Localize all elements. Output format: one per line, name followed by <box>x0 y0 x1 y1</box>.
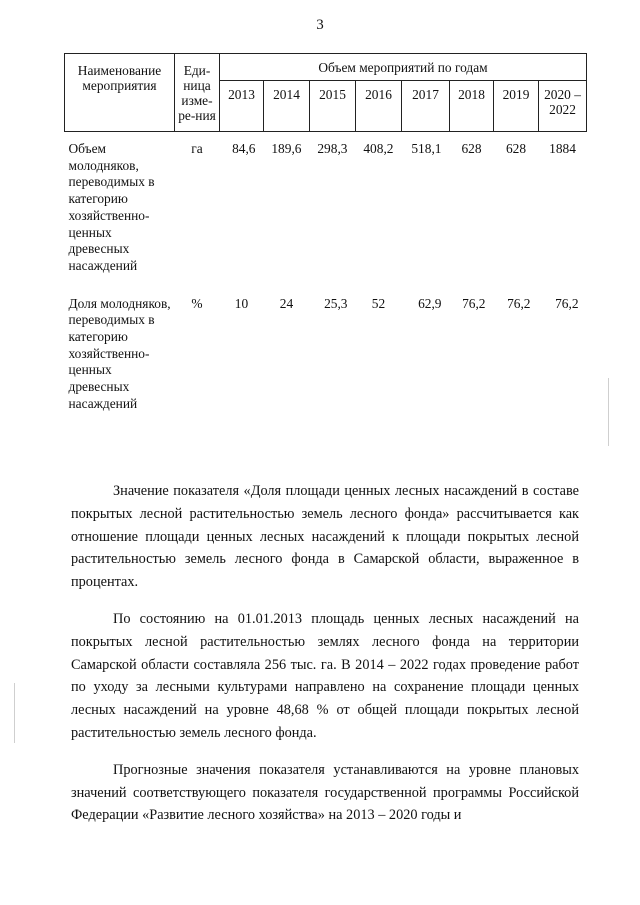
header-year: 2013 <box>220 81 264 132</box>
header-year: 2014 <box>264 81 310 132</box>
header-name-column: Наименование мероприятия <box>65 54 175 132</box>
scan-margin-mark-top <box>608 378 609 446</box>
row-value: 76,2 <box>462 295 486 311</box>
row-value: 10 <box>234 295 249 311</box>
row-value: 189,6 <box>271 141 302 156</box>
row-value: 84,6 <box>232 141 256 156</box>
row-value: 628 <box>461 141 482 156</box>
header-year: 2019 <box>494 81 539 132</box>
header-year: 2016 <box>356 81 402 132</box>
header-year: 2015 <box>310 81 356 132</box>
table-row <box>65 287 587 437</box>
paragraph: Значение показателя «Доля площади ценных лесных насаждений в составе покрытых лесной растительностью земель лесного фонда» рассчитывается как отношение площади ценных лесных насаждений к площади покрытых лесной растительностью земель лесного фонда в Самарской области, выраженное в процентах. <box>71 483 579 591</box>
row-value: 628 <box>505 141 527 156</box>
row-value: 408,2 <box>363 141 394 156</box>
row-value: 76,2 <box>507 295 531 311</box>
row-value: 24 <box>279 295 294 311</box>
row-value: 1884 <box>549 141 576 156</box>
row-value: 62,9 <box>418 295 442 311</box>
header-year: 2018 <box>450 81 494 132</box>
measures-table <box>64 53 587 437</box>
scan-margin-mark-bottom <box>14 683 15 743</box>
header-year: 2020 – 2022 <box>539 81 587 132</box>
paragraph: Прогнозные значения показателя устанавливаются на уровне плановых значений соответствующего показателя государственной программы Российской Федерации «Развитие лесного хозяйства» на 2013 – 2020 годы и <box>71 761 579 824</box>
row-value: 298,3 <box>317 141 348 156</box>
row-value: 25,3 <box>324 295 348 311</box>
row-unit: % <box>191 295 203 311</box>
row-name: Доля молодняков, переводимых в категорию хозяйственно-ценных древесных насаждений <box>68 295 171 411</box>
row-unit: га <box>191 141 203 156</box>
row-value: 76,2 <box>555 295 579 311</box>
row-name: Объем молодняков, переводимых в категорию хозяйственно-ценных древесных насаждений <box>68 141 155 273</box>
page-number: 3 <box>316 17 324 33</box>
row-value: 518,1 <box>411 141 442 156</box>
header-unit-column: Еди-ница изме-ре-ния <box>175 54 220 132</box>
paragraph: По состоянию на 01.01.2013 площадь ценных лесных насаждений на покрытых лесной растительностью землях лесного фонда на территории Самарской области составляла 256 тыс. га. В 2014 – 2022 годах проведение работ по уходу за лесными культурами направлено на сохранение площади ценных лесных насаждений на уровне 48,68 % от общей площади покрытых лесной растительностью земель лесного фонда. <box>71 610 579 741</box>
header-volume-by-years: Объем мероприятий по годам <box>220 54 587 81</box>
row-value: 52 <box>371 295 386 311</box>
body-text <box>71 480 579 827</box>
table-row <box>65 132 587 287</box>
header-year: 2017 <box>402 81 450 132</box>
